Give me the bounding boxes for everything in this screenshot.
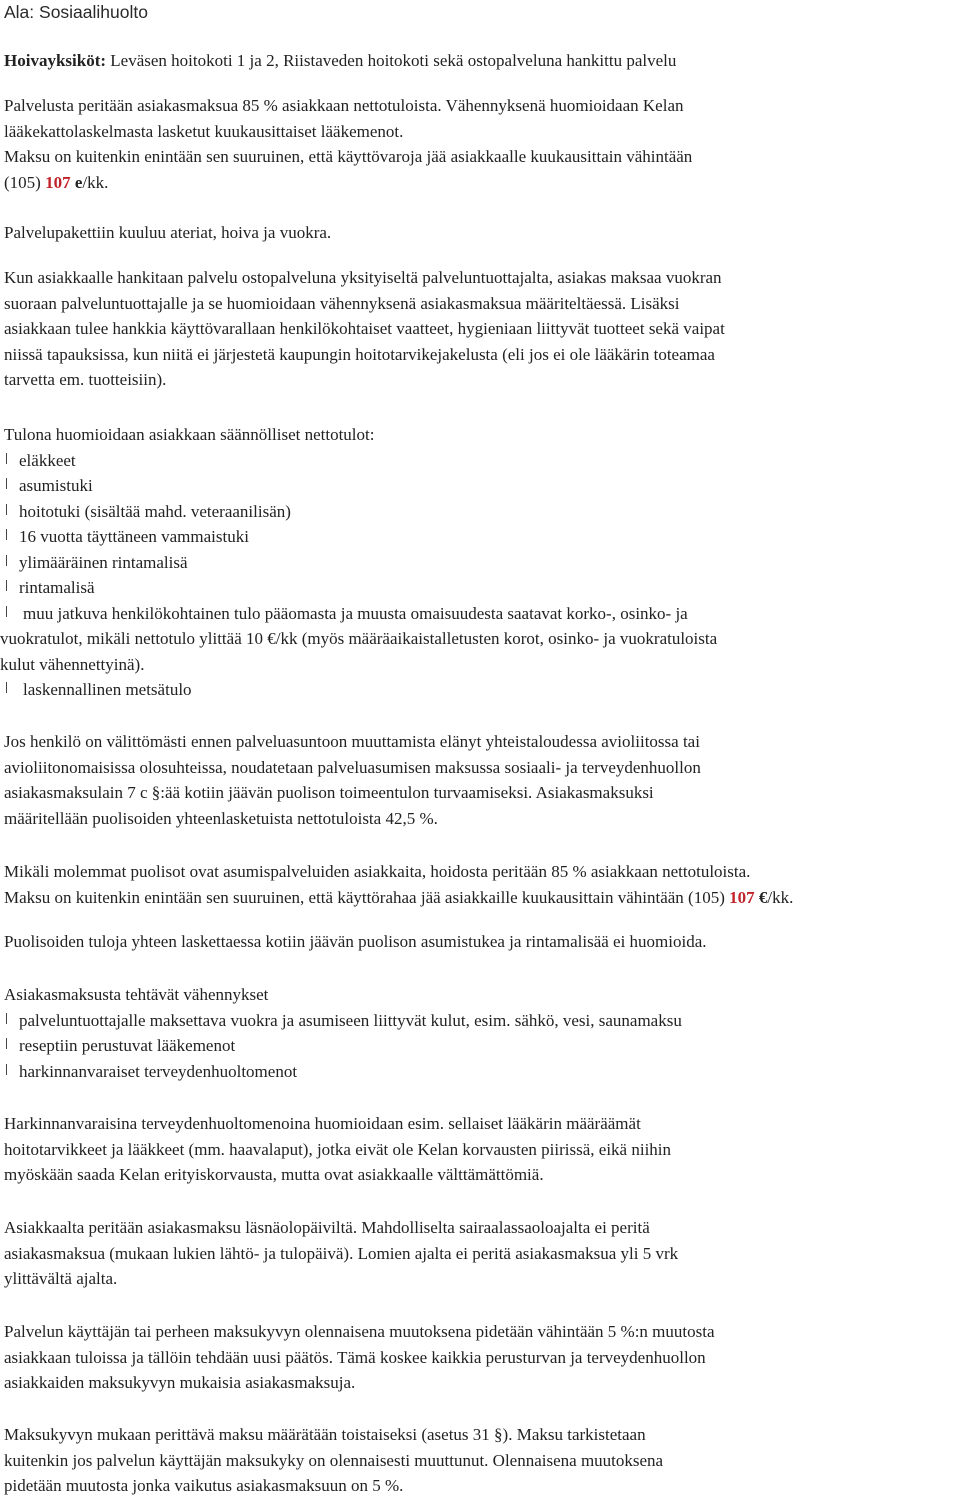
bullet-icon — [6, 580, 7, 591]
amount-highlight: 107 — [729, 887, 755, 907]
text-line: Maksukyvyn mukaan perittävä maksu määrätään toistaiseksi (asetus 31 §). Maksu tarkistetaan — [4, 1425, 646, 1444]
text-line: asiakasmaksulain 7 c §:ää kotiin jäävän puolison toimeentulon turvaamiseksi. Asiakasmaksuksi — [4, 783, 654, 802]
list-item: harkinnanvaraiset terveydenhuoltomenot — [4, 1059, 960, 1085]
text-line: määritellään puolisoiden yhteenlasketuista nettotuloista 42,5 %. — [4, 808, 438, 828]
text-line: vuokratulot, mikäli nettotulo ylittää 10 €/kk (myös määräaikaistalletusten korot, osinko- ja vuokratuloista — [0, 629, 718, 648]
list-item: laskennallinen metsätulo — [4, 677, 960, 703]
bullet-icon — [6, 478, 7, 489]
list-item: hoitotuki (sisältää mahd. veteraanilisän) — [4, 499, 960, 525]
text-line: asiakkaiden maksukyvyn mukaisia asiakasmaksuja. — [4, 1373, 356, 1392]
currency-symbol: e — [70, 172, 83, 192]
text-line: Harkinnanvaraisina terveydenhuoltomenoina huomioidaan esim. sellaiset lääkärin määräämät — [4, 1114, 641, 1133]
bullet-icon — [6, 1013, 7, 1024]
text-line: avioliitonomaisissa olosuhteissa, noudatetaan palveluasumisen maksussa sosiaali- ja terveydenhuollon — [4, 757, 701, 777]
text-line: Mikäli molemmat puolisot ovat asumispalveluiden asiakkaita, hoidosta peritään 85 % asiakkaan nettotuloista. — [4, 862, 751, 881]
bullet-icon — [6, 606, 7, 617]
text-line: myöskään saada Kelan erityiskorvausta, mutta ovat asiakkaalle välttämättömiä. — [4, 1165, 544, 1184]
bullet-icon — [6, 1038, 7, 1049]
currency-symbol: € — [754, 887, 768, 907]
list-item: muu jatkuva henkilökohtainen tulo pääomasta ja muusta omaisuudesta saatavat korko-, osinko- ja — [4, 601, 960, 627]
hoivayksikot-line — [4, 48, 960, 74]
text-line: kuitenkin jos palvelun käyttäjän maksukyky on olennaisesti muuttunut. Olennaisena muutoksena — [4, 1450, 664, 1470]
paragraph-toistaiseksi — [4, 1422, 960, 1499]
bullet-icon — [6, 682, 7, 693]
bullet-icon — [6, 504, 7, 515]
text-line: (105) — [4, 172, 46, 192]
text-line: Palvelun käyttäjän tai perheen maksukyvyn olennaisena muutoksena pidetään vähintään 5 %:n muutosta — [4, 1322, 715, 1341]
text-line: suoraan palveluntuottajalle ja se huomioidaan vähennyksenä asiakasmaksua määriteltäessä. Lisäksi — [4, 293, 680, 313]
text-line: Asiakkaalta peritään asiakasmaksu läsnäolopäiviltä. Mahdolliselta sairaalassaoloajalta ei peritä — [4, 1218, 650, 1237]
hoivayksikot-text: Leväsen hoitokoti 1 ja 2, Riistaveden hoitokoti sekä ostopalveluna hankittu palvelu — [106, 51, 677, 70]
hoivayksikot-label: Hoivayksiköt: — [4, 51, 107, 70]
paragraph-palvelupaketti — [4, 220, 960, 246]
paragraph-maksukyky — [4, 1319, 960, 1396]
text-line: Maksu on kuitenkin enintään sen suuruinen, että käyttövaroja jää asiakkaalle kuukausittain vähintään — [4, 147, 693, 166]
text-line: ylittävältä ajalta. — [4, 1269, 118, 1288]
bullet-icon — [6, 529, 7, 540]
list-item: 16 vuotta täyttäneen vammaistuki — [4, 524, 960, 550]
text-line: pidetään muutosta jonka vaikutus asiakasmaksuun on 5 %. — [4, 1476, 404, 1495]
text-line: tarvetta em. tuotteisiin). — [4, 370, 167, 389]
text-line: asiakkaan tulee hankkia käyttövarallaan henkilökohtaiset vaatteet, hygieniaan liittyvät tuotteet sekä vaipat — [4, 319, 725, 338]
text-line: Kun asiakkaalle hankitaan palvelu ostopalveluna yksityiseltä palveluntuottajalta, asiakas maksaa vuokran — [4, 268, 722, 287]
list-item: asumistuki — [4, 473, 960, 499]
text-line: lääkekattolaskelmasta lasketut kuukausittaiset lääkemenot. — [4, 121, 404, 141]
vahennykset-title: Asiakasmaksusta tehtävät vähennykset — [4, 985, 269, 1004]
list-item: reseptiin perustuvat lääkemenot — [4, 1033, 960, 1059]
text-line: Jos henkilö on välittömästi ennen palveluasuntoon muuttamista elänyt yhteistaloudessa avioliitossa tai — [4, 732, 700, 751]
paragraph-maksu — [4, 93, 960, 195]
text-line: Maksu on kuitenkin enintään sen suuruinen, että käyttörahaa jää asiakkaille kuukausittain vähintään (105) — [4, 887, 730, 907]
tulot-section — [0, 422, 960, 703]
text-line: asiakasmaksua (mukaan lukien lähtö- ja tulopäivä). Lomien ajalta ei peritä asiakasmaksua yli 5 vrk — [4, 1243, 679, 1263]
text-line: kulut vähennettyinä). — [0, 654, 145, 674]
amount-highlight: 107 — [45, 172, 71, 192]
text-line: Palvelusta peritään asiakasmaksua 85 % asiakkaan nettotuloista. Vähennyksenä huomioidaan Kelan — [4, 96, 684, 115]
section-heading: Ala: Sosiaalihuolto — [4, 2, 148, 22]
paragraph-lasnaolopaivat — [4, 1215, 960, 1292]
bullet-icon — [6, 1064, 7, 1075]
text-line: niissä tapauksissa, kun niitä ei järjestetä kaupungin hoitotarvikejakelusta (eli jos ei ole lääkärin toteamaa — [4, 344, 715, 364]
vahennykset-section — [4, 982, 960, 1084]
paragraph-puolisot — [4, 729, 960, 831]
bullet-icon — [6, 555, 7, 566]
list-item: palveluntuottajalle maksettava vuokra ja asumiseen liittyvät kulut, esim. sähkö, vesi, saunamaksu — [4, 1008, 960, 1034]
text-line: /kk. — [767, 887, 794, 907]
list-item: ylimääräinen rintamalisä — [4, 550, 960, 576]
text-line: Puolisoiden tuloja yhteen laskettaessa kotiin jäävän puolison asumistukea ja rintamalisää ei huomioida. — [4, 932, 707, 951]
list-item: rintamalisä — [4, 575, 960, 601]
text-line: /kk. — [82, 172, 109, 192]
paragraph-molemmat — [4, 859, 960, 910]
list-item: eläkkeet — [4, 448, 960, 474]
bullet-icon — [6, 453, 7, 464]
tulot-title: Tulona huomioidaan asiakkaan säännölliset nettotulot: — [4, 425, 375, 444]
paragraph-ostopalvelu — [4, 265, 960, 393]
paragraph-harkinnanvaraiset — [4, 1111, 960, 1188]
paragraph-puolisoiden-tulot — [4, 929, 960, 955]
text-line: Palvelupakettiin kuuluu ateriat, hoiva ja vuokra. — [4, 223, 332, 242]
text-line: asiakkaan tuloissa ja tällöin tehdään uusi päätös. Tämä koskee kaikkia perusturvan ja terveydenhuollon — [4, 1347, 706, 1367]
text-line: hoitotarvikkeet ja lääkkeet (mm. haavalaput), jotka eivät ole Kelan korvausten piirissä, eikä niihin — [4, 1139, 672, 1159]
